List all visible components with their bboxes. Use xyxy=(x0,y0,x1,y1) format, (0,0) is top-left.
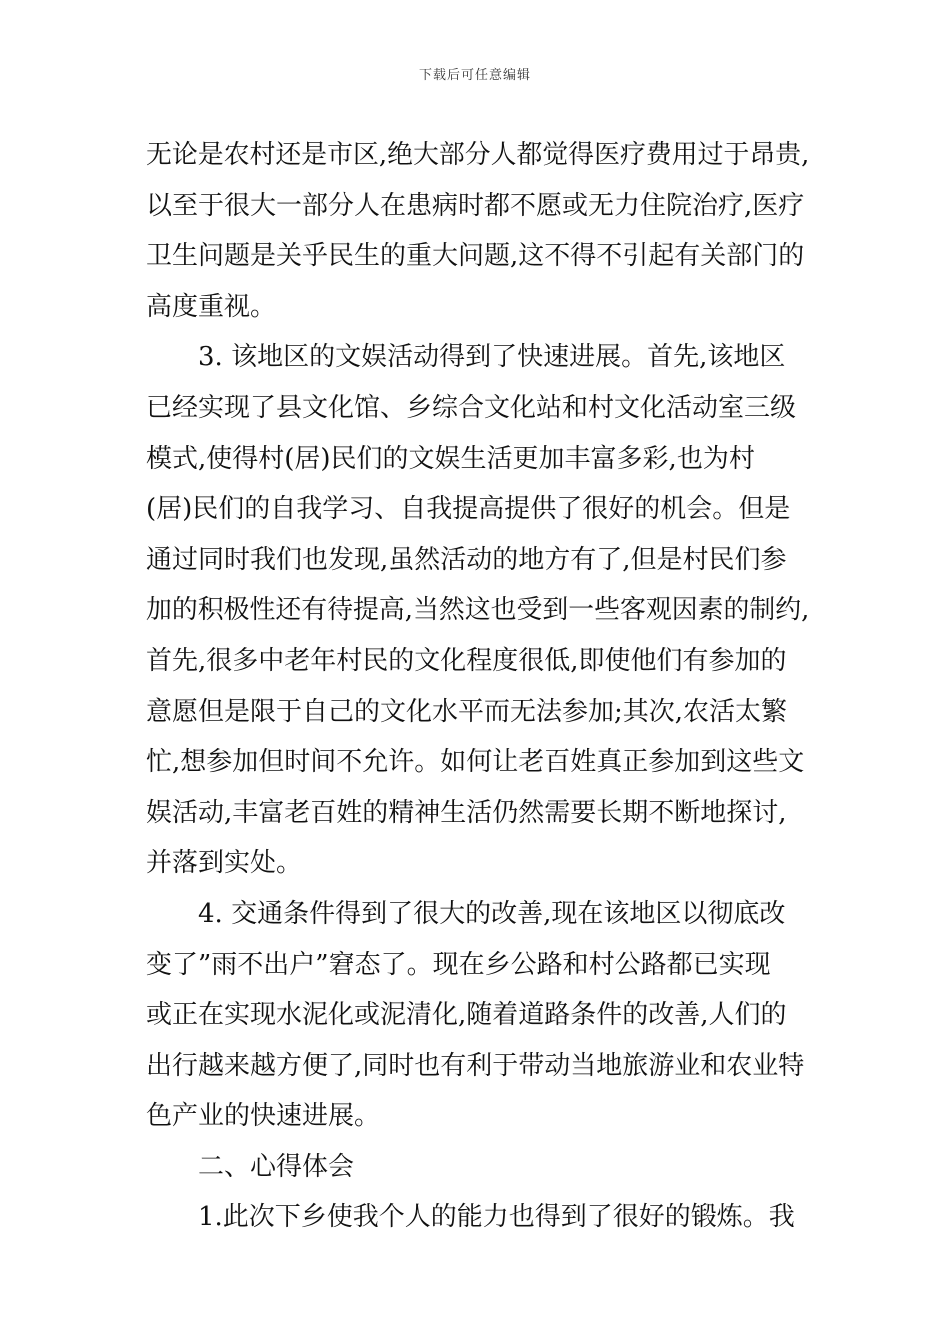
text-line: 忙,想参加但时间不允许。如何让老百姓真正参加到这些文 xyxy=(146,747,805,778)
text-line: 出行越来越方便了,同时也有利于带动当地旅游业和农业特 xyxy=(146,1050,805,1081)
page-header: 下载后可任意编辑 xyxy=(418,68,531,83)
text-line: 或正在实现水泥化或泥清化,随着道路条件的改善,人们的 xyxy=(146,1000,787,1031)
text-line: 以至于很大一部分人在患病时都不愿或无力住院治疗,医疗 xyxy=(146,190,805,221)
text-line: 色产业的快速进展。 xyxy=(146,1101,381,1132)
text-line: 卫生问题是关乎民生的重大问题,这不得不引起有关部门的 xyxy=(146,241,805,272)
text-line: 1.此次下乡使我个人的能力也得到了很好的锻炼。我 xyxy=(198,1202,795,1233)
text-line: 3. 该地区的文娱活动得到了快速进展。首先,该地区 xyxy=(198,342,786,373)
text-line: 娱活动,丰富老百姓的精神生活仍然需要长期不断地探讨, xyxy=(146,797,787,828)
text-line: 首先,很多中老年村民的文化程度很低,即使他们有参加的 xyxy=(146,645,787,676)
document-body xyxy=(146,130,810,1243)
text-line: 无论是农村还是市区,绝大部分人都觉得医疗费用过于昂贵, xyxy=(146,140,810,170)
text-line: 高度重视。 xyxy=(146,291,277,322)
text-line: 意愿但是限于自己的文化水平而无法参加;其次,农活太繁 xyxy=(146,696,788,727)
text-line: 已经实现了县文化馆、乡综合文化站和村文化活动室三级 xyxy=(146,392,797,423)
text-line: 模式,使得村(居)民们的文娱生活更加丰富多彩,也为村 xyxy=(146,443,755,474)
text-line: 并落到实处。 xyxy=(146,848,303,879)
text-line: 加的积极性还有待提高,当然这也受到一些客观因素的制约, xyxy=(146,595,810,626)
text-line: 通过同时我们也发现,虽然活动的地方有了,但是村民们参 xyxy=(146,544,787,575)
text-line: (居)民们的自我学习、自我提高提供了很好的机会。但是 xyxy=(146,494,791,525)
text-line: 4. 交通条件得到了很大的改善,现在该地区以彻底改 xyxy=(198,898,786,929)
text-line: 二、心得体会 xyxy=(198,1151,355,1182)
text-line: 变了”雨不出户”窘态了。现在乡公路和村公路都已实现 xyxy=(146,949,771,980)
